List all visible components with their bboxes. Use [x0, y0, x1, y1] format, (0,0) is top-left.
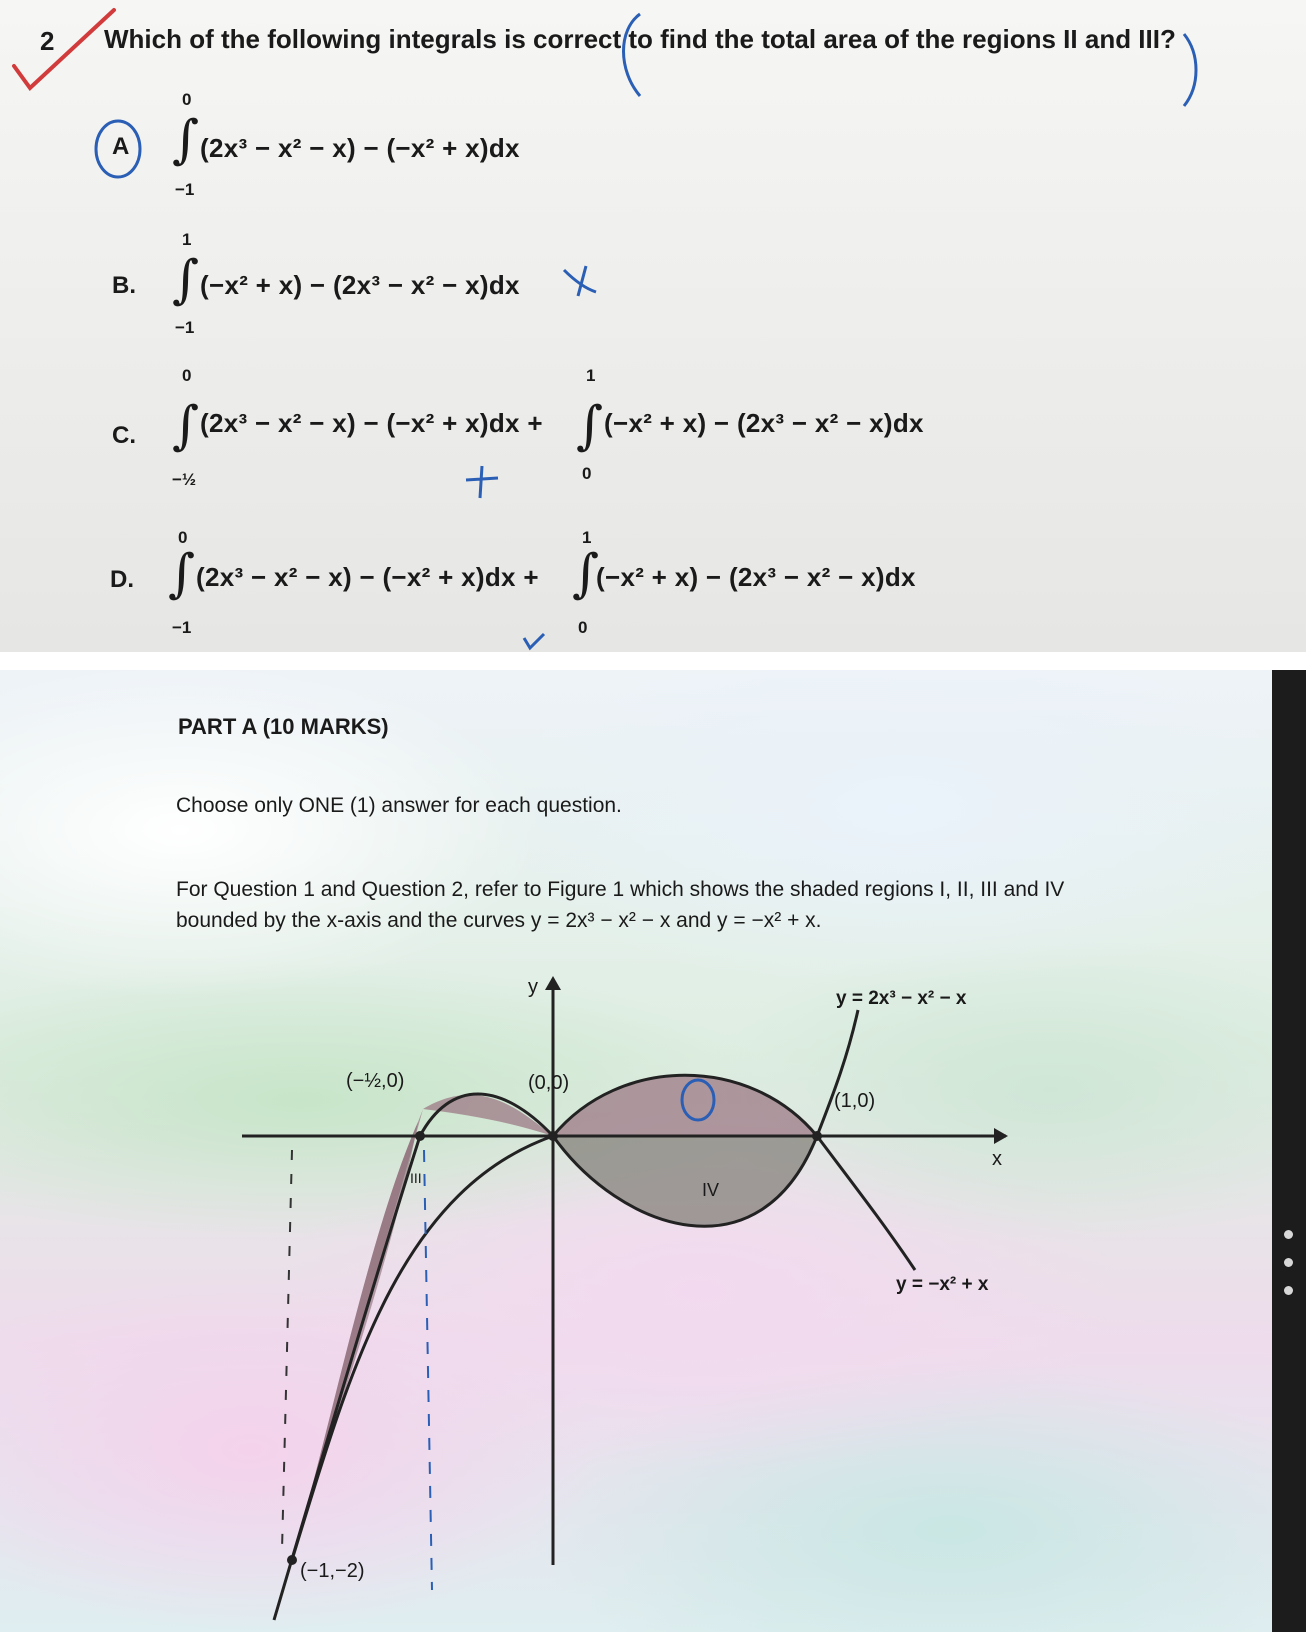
question-section [0, 0, 1306, 652]
point-origin [548, 1131, 558, 1141]
curve-label-parabola: y = −x² + x [896, 1274, 989, 1295]
lower-limit: −1 [175, 318, 195, 337]
point-neg-one [287, 1555, 297, 1565]
integral-sign-2: ∫ [576, 396, 604, 456]
integrand: (2x³ − x² − x) − (−x² + x)dx + [196, 562, 539, 592]
integral-sign: ∫ [168, 544, 196, 604]
upper-limit-2: 1 [582, 528, 592, 547]
integral-sign: ∫ [172, 110, 200, 170]
point-label-neg-one: (−1,−2) [300, 1560, 365, 1582]
integral-sign: ∫ [172, 396, 200, 456]
reference-text: For Question 1 and Question 2, refer to Figure 1 which shows the shaded regions I, II, III and IV bounded by the x-axis and the curves y = 2x³ − x² − x and y = −x² + x. [176, 878, 1065, 932]
device-bezel [1272, 670, 1306, 1632]
integrand: (−x² + x) − (2x³ − x² − x)dx [200, 270, 520, 300]
question-text: Which of the following integrals is correct to find the total area of the regions II and III? [104, 24, 1176, 54]
integral-sign: ∫ [172, 250, 200, 310]
upper-limit: 1 [182, 230, 192, 249]
lower-limit: −½ [172, 470, 197, 489]
bracket-annotation-right [1178, 30, 1218, 110]
figure-section [0, 670, 1306, 1632]
bezel-dot [1284, 1230, 1293, 1239]
region-label-iii: III [410, 1170, 422, 1186]
option-letter: D. [110, 566, 134, 593]
point-neg-half [415, 1131, 425, 1141]
bezel-dot [1284, 1258, 1293, 1267]
integrand: (2x³ − x² − x) − (−x² + x)dx [200, 133, 520, 163]
region-shade-left [292, 1095, 553, 1560]
y-axis-label: y [528, 976, 538, 998]
bracket-annotation [610, 10, 670, 100]
upper-limit: 0 [178, 528, 188, 547]
option-letter: C. [112, 422, 136, 449]
y-axis-arrow [545, 976, 561, 990]
option-letter: B. [112, 272, 136, 299]
lower-limit: −1 [172, 618, 192, 637]
integrand-2: (−x² + x) − (2x³ − x² − x)dx [604, 408, 924, 438]
point-one [812, 1131, 822, 1141]
upper-limit-2: 1 [586, 366, 596, 385]
dashed-line-mid [424, 1150, 432, 1590]
question-number: 2 [40, 26, 55, 56]
curve-label-cubic: y = 2x³ − x² − x [836, 988, 967, 1009]
point-label-neg-half: (−½,0) [346, 1070, 405, 1092]
instruction-text: Choose only ONE (1) answer for each question. [176, 794, 622, 817]
cross-mark-annotation [462, 462, 502, 502]
x-axis-label: x [992, 1148, 1002, 1170]
point-label-origin: (0,0) [528, 1072, 570, 1094]
upper-limit: 0 [182, 90, 192, 109]
check-mark-annotation [520, 632, 550, 652]
bezel-dot [1284, 1286, 1293, 1295]
upper-limit: 0 [182, 366, 192, 385]
integrand: (2x³ − x² − x) − (−x² + x)dx + [200, 408, 543, 438]
lower-limit: −1 [175, 180, 195, 199]
x-axis-arrow [994, 1128, 1008, 1144]
lower-limit-2: 0 [582, 464, 592, 483]
part-title: PART A (10 MARKS) [178, 714, 389, 739]
figure-graph [0, 670, 1270, 1632]
cross-mark-annotation [560, 262, 600, 302]
point-label-one: (1,0) [834, 1090, 876, 1112]
integrand-2: (−x² + x) − (2x³ − x² − x)dx [596, 562, 916, 592]
lower-limit-2: 0 [578, 618, 588, 637]
integral-sign-2: ∫ [572, 544, 600, 604]
option-letter: A [112, 133, 130, 160]
region-shade-right-top [553, 1075, 817, 1136]
dashed-line-left [282, 1150, 292, 1550]
image-separator [0, 652, 1306, 670]
region-label-iv: IV [702, 1180, 720, 1200]
